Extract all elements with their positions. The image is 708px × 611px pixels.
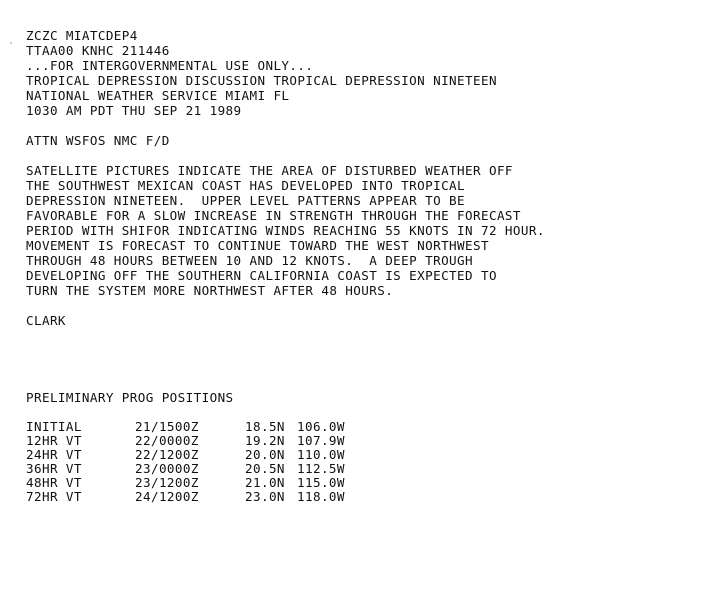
row-label: 36HR VT (26, 461, 82, 476)
row-label: 48HR VT (26, 475, 82, 490)
row-latitude: 19.2N (245, 433, 285, 448)
row-time: 23/0000Z (135, 461, 199, 476)
row-time: 23/1200Z (135, 475, 199, 490)
table-row (26, 490, 696, 504)
row-label: 12HR VT (26, 433, 82, 448)
scan-speck (10, 42, 12, 44)
row-latitude: 21.0N (245, 475, 285, 490)
row-longitude: 106.0W (297, 419, 345, 434)
discussion-document (26, 28, 696, 504)
header-line: 1030 AM PDT THU SEP 21 1989 (26, 103, 242, 118)
body-line: MOVEMENT IS FORECAST TO CONTINUE TOWARD THE WEST NORTHWEST (26, 238, 489, 253)
spacer (26, 405, 696, 420)
spacer (26, 298, 696, 313)
header-line: TROPICAL DEPRESSION DISCUSSION TROPICAL DEPRESSION NINETEEN (26, 73, 497, 88)
row-latitude: 23.0N (245, 489, 285, 504)
attention-line: ATTN WSFOS NMC F/D (26, 133, 170, 148)
header-line: ZCZC MIATCDEP4 (26, 28, 138, 43)
table-row (26, 448, 696, 462)
header-line: ...FOR INTERGOVERNMENTAL USE ONLY... (26, 58, 314, 73)
row-longitude: 110.0W (297, 447, 345, 462)
table-row (26, 476, 696, 490)
row-label: 72HR VT (26, 489, 82, 504)
body-line: THE SOUTHWEST MEXICAN COAST HAS DEVELOPED INTO TROPICAL (26, 178, 466, 193)
row-longitude: 112.5W (297, 461, 345, 476)
body-line: THROUGH 48 HOURS BETWEEN 10 AND 12 KNOTS. A DEEP TROUGH (26, 253, 473, 268)
row-time: 22/0000Z (135, 433, 199, 448)
row-longitude: 118.0W (297, 489, 345, 504)
row-time: 22/1200Z (135, 447, 199, 462)
row-latitude: 20.5N (245, 461, 285, 476)
spacer (26, 148, 696, 163)
discussion-body (26, 163, 696, 298)
body-line: TURN THE SYSTEM MORE NORTHWEST AFTER 48 HOURS. (26, 283, 394, 298)
row-longitude: 107.9W (297, 433, 345, 448)
body-line: DEVELOPING OFF THE SOUTHERN CALIFORNIA COAST IS EXPECTED TO (26, 268, 497, 283)
body-line: SATELLITE PICTURES INDICATE THE AREA OF DISTURBED WEATHER OFF (26, 163, 513, 178)
table-row (26, 434, 696, 448)
header-line: TTAA00 KNHC 211446 (26, 43, 170, 58)
row-label: 24HR VT (26, 447, 82, 462)
spacer (26, 118, 696, 133)
body-line: FAVORABLE FOR A SLOW INCREASE IN STRENGTH THROUGH THE FORECAST (26, 208, 521, 223)
table-row (26, 420, 696, 434)
body-line: DEPRESSION NINETEEN. UPPER LEVEL PATTERNS APPEAR TO BE (26, 193, 466, 208)
spacer (26, 328, 696, 390)
prog-title: PRELIMINARY PROG POSITIONS (26, 390, 234, 405)
row-time: 21/1500Z (135, 419, 199, 434)
prog-positions-table (26, 420, 696, 504)
forecaster-signature: CLARK (26, 313, 66, 328)
row-latitude: 18.5N (245, 419, 285, 434)
table-row (26, 462, 696, 476)
row-time: 24/1200Z (135, 489, 199, 504)
header-block (26, 28, 696, 118)
body-line: PERIOD WITH SHIFOR INDICATING WINDS REACHING 55 KNOTS IN 72 HOUR. (26, 223, 545, 238)
row-longitude: 115.0W (297, 475, 345, 490)
row-latitude: 20.0N (245, 447, 285, 462)
row-label: INITIAL (26, 419, 82, 434)
header-line: NATIONAL WEATHER SERVICE MIAMI FL (26, 88, 290, 103)
